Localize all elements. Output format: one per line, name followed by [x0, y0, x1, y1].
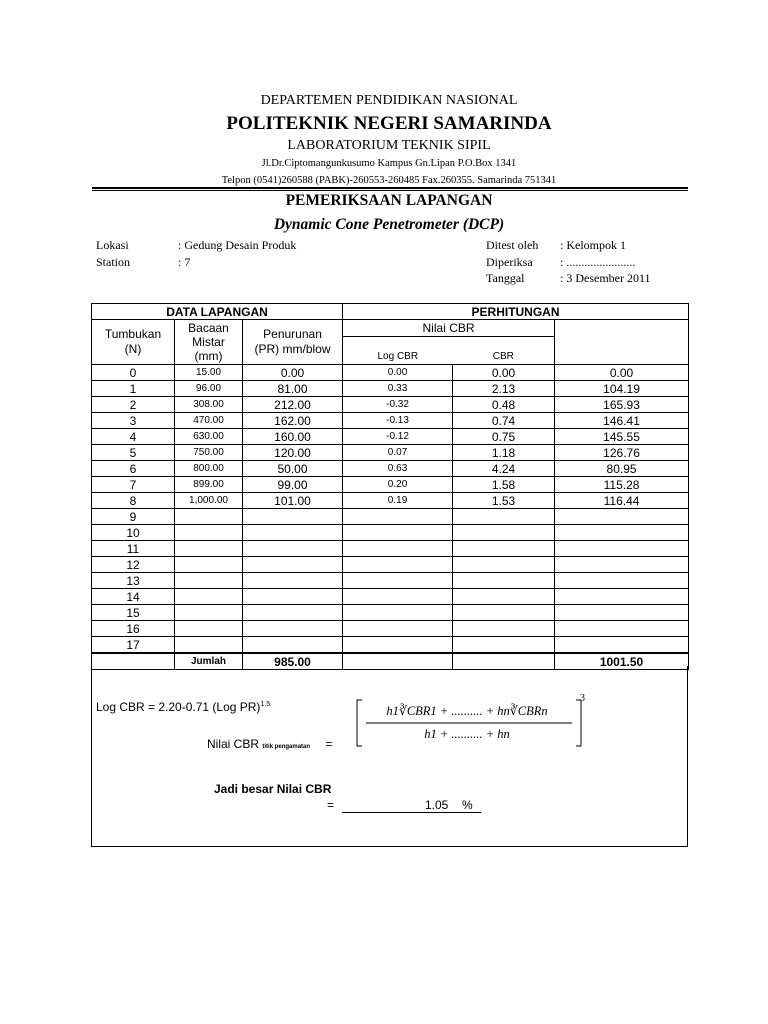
- row-penurunan: [243, 637, 343, 654]
- row-log-cbr: [343, 589, 453, 605]
- row-cbr: [453, 573, 555, 589]
- table-row: [92, 541, 689, 557]
- row-penurunan: 101.00: [243, 493, 343, 509]
- header-divider-thin: [92, 190, 688, 191]
- row-penurunan: [243, 589, 343, 605]
- row-calc: 145.55: [555, 429, 689, 445]
- row-tumbukan: 15: [92, 605, 175, 621]
- row-cbr: [453, 541, 555, 557]
- row-penurunan: [243, 557, 343, 573]
- ditest-value: : Kelompok 1: [560, 238, 626, 252]
- row-bacaan: [175, 605, 243, 621]
- row-tumbukan: 2: [92, 397, 175, 413]
- row-tumbukan: 7: [92, 477, 175, 493]
- row-tumbukan: 6: [92, 461, 175, 477]
- row-cbr: [453, 605, 555, 621]
- row-tumbukan: 16: [92, 621, 175, 637]
- row-cbr: [453, 589, 555, 605]
- table-row: [92, 637, 689, 654]
- log-cbr-formula: [96, 700, 270, 714]
- header-divider: [92, 187, 688, 189]
- table-row: [92, 573, 689, 589]
- row-cbr: 0.48: [453, 397, 555, 413]
- row-penurunan: [243, 621, 343, 637]
- row-calc: [555, 605, 689, 621]
- table-row: [92, 605, 689, 621]
- table-row: [92, 477, 689, 493]
- row-bacaan: [175, 637, 243, 654]
- tumbukan-header: [92, 320, 175, 365]
- row-cbr: 1.58: [453, 477, 555, 493]
- row-log-cbr: 0.33: [343, 381, 453, 397]
- row-calc: [555, 509, 689, 525]
- row-calc: 146.41: [555, 413, 689, 429]
- row-penurunan: [243, 541, 343, 557]
- table-body: [92, 365, 689, 654]
- tumbukan-label: Tumbukan: [104, 327, 162, 341]
- row-log-cbr: 0.07: [343, 445, 453, 461]
- row-tumbukan: 0: [92, 365, 175, 381]
- mistar-label: Mistar: [192, 335, 225, 349]
- cbr-header: CBR: [453, 337, 555, 365]
- table-row: [92, 365, 689, 381]
- row-cbr: 1.18: [453, 445, 555, 461]
- row-tumbukan: 4: [92, 429, 175, 445]
- row-tumbukan: 1: [92, 381, 175, 397]
- row-bacaan: 96.00: [175, 381, 243, 397]
- row-penurunan: 50.00: [243, 461, 343, 477]
- row-bacaan: [175, 509, 243, 525]
- row-log-cbr: -0.32: [343, 397, 453, 413]
- nilai-cbr-label: Nilai CBR: [207, 737, 260, 751]
- formula-numerator: h1∛CBR1 + .......... + hn∛CBRn: [386, 704, 548, 718]
- row-calc: 126.76: [555, 445, 689, 461]
- penurunan-label: Penurunan: [263, 327, 322, 341]
- row-bacaan: [175, 621, 243, 637]
- table-row: [92, 445, 689, 461]
- row-calc: [555, 589, 689, 605]
- row-log-cbr: 0.19: [343, 493, 453, 509]
- result-value: 1.05: [425, 798, 449, 812]
- log-cbr-header: Log CBR: [343, 337, 453, 365]
- result-unit: %: [462, 798, 473, 812]
- row-penurunan: 120.00: [243, 445, 343, 461]
- row-bacaan: 308.00: [175, 397, 243, 413]
- row-cbr: 0.75: [453, 429, 555, 445]
- row-cbr: 0.74: [453, 413, 555, 429]
- row-tumbukan: 14: [92, 589, 175, 605]
- lokasi-value: : Gedung Desain Produk: [178, 238, 297, 252]
- nilai-cbr-subscript: titik pengamatan: [262, 744, 311, 750]
- row-log-cbr: [343, 541, 453, 557]
- row-bacaan: 750.00: [175, 445, 243, 461]
- document-title: PEMERIKSAAN LAPANGAN: [285, 192, 493, 209]
- tanggal-value: : 3 Desember 2011: [560, 271, 651, 285]
- row-penurunan: 99.00: [243, 477, 343, 493]
- table-row: [92, 493, 689, 509]
- dcp-data-table: [91, 303, 689, 670]
- row-bacaan: 899.00: [175, 477, 243, 493]
- row-calc: 165.93: [555, 397, 689, 413]
- row-tumbukan: 10: [92, 525, 175, 541]
- perhitungan-header: PERHITUNGAN: [343, 304, 689, 320]
- bacaan-label: Bacaan: [188, 321, 229, 335]
- row-penurunan: 81.00: [243, 381, 343, 397]
- row-tumbukan: 9: [92, 509, 175, 525]
- jumlah-calc: 1001.50: [555, 653, 689, 670]
- tanggal-label: Tanggal: [486, 271, 525, 285]
- row-calc: [555, 557, 689, 573]
- jumlah-pr: 985.00: [243, 653, 343, 670]
- row-bacaan: [175, 557, 243, 573]
- table-row: [92, 509, 689, 525]
- row-log-cbr: [343, 573, 453, 589]
- row-tumbukan: 17: [92, 637, 175, 654]
- penurunan-header: [243, 320, 343, 365]
- nilai-cbr-formula-label: [207, 737, 332, 751]
- row-log-cbr: 0.00: [343, 365, 453, 381]
- jumlah-label: Jumlah: [175, 653, 243, 670]
- row-tumbukan: 11: [92, 541, 175, 557]
- row-penurunan: 162.00: [243, 413, 343, 429]
- row-tumbukan: 3: [92, 413, 175, 429]
- row-tumbukan: 12: [92, 557, 175, 573]
- station-label: Station: [96, 255, 131, 269]
- jadi-equals: =: [327, 798, 335, 812]
- table-row: [92, 461, 689, 477]
- row-calc: [555, 525, 689, 541]
- table-row: [92, 525, 689, 541]
- row-calc: 115.28: [555, 477, 689, 493]
- bacaan-mistar-header: [175, 320, 243, 365]
- row-penurunan: 160.00: [243, 429, 343, 445]
- row-calc: [555, 637, 689, 654]
- row-bacaan: [175, 573, 243, 589]
- row-log-cbr: [343, 557, 453, 573]
- table-row: [92, 413, 689, 429]
- row-bacaan: 630.00: [175, 429, 243, 445]
- row-log-cbr: [343, 509, 453, 525]
- row-calc: [555, 541, 689, 557]
- row-cbr: 1.53: [453, 493, 555, 509]
- tumbukan-n-label: (N): [124, 342, 142, 356]
- row-bacaan: 470.00: [175, 413, 243, 429]
- row-log-cbr: -0.13: [343, 413, 453, 429]
- nilai-cbr-header: Nilai CBR: [343, 320, 555, 337]
- ditest-label: Ditest oleh: [486, 238, 539, 252]
- phone-line: Telpon (0541)260588 (PABK)-260553-260485 Fax.260355. Samarinda 751341: [221, 175, 557, 186]
- row-calc: [555, 573, 689, 589]
- row-cbr: [453, 637, 555, 654]
- document-subtitle: Dynamic Cone Penetrometer (DCP): [273, 216, 505, 233]
- row-calc: 116.44: [555, 493, 689, 509]
- row-calc: 0.00: [555, 365, 689, 381]
- row-bacaan: [175, 541, 243, 557]
- nilai-cbr-equals: =: [325, 737, 333, 751]
- row-penurunan: [243, 605, 343, 621]
- diperiksa-label: Diperiksa: [486, 255, 533, 269]
- department-name: DEPARTEMEN PENDIDIKAN NASIONAL: [260, 93, 518, 108]
- row-cbr: [453, 509, 555, 525]
- formula-box: [91, 666, 688, 847]
- formula-denominator: h1 + .......... + hn: [424, 727, 510, 741]
- row-cbr: 0.00: [453, 365, 555, 381]
- row-tumbukan: 13: [92, 573, 175, 589]
- row-log-cbr: [343, 605, 453, 621]
- data-lapangan-header: DATA LAPANGAN: [92, 304, 343, 320]
- row-penurunan: 0.00: [243, 365, 343, 381]
- jadi-label: Jadi besar Nilai CBR: [214, 782, 332, 796]
- row-penurunan: [243, 573, 343, 589]
- station-value: : 7: [178, 255, 191, 269]
- mm-label: (mm): [194, 349, 223, 363]
- row-calc: 80.95: [555, 461, 689, 477]
- row-log-cbr: [343, 621, 453, 637]
- table-row: [92, 397, 689, 413]
- row-penurunan: [243, 509, 343, 525]
- row-calc: 104.19: [555, 381, 689, 397]
- table-row: [92, 381, 689, 397]
- diperiksa-value: : .......................: [560, 255, 636, 269]
- pr-unit-label: (PR) mm/blow: [254, 342, 331, 356]
- result-field: [342, 798, 481, 813]
- row-cbr: 2.13: [453, 381, 555, 397]
- lab-name: LABORATORIUM TEKNIK SIPIL: [287, 138, 491, 153]
- row-cbr: 4.24: [453, 461, 555, 477]
- row-calc: [555, 621, 689, 637]
- table-row: [92, 557, 689, 573]
- log-cbr-exponent: 1.5: [260, 701, 271, 708]
- row-bacaan: [175, 589, 243, 605]
- row-tumbukan: 8: [92, 493, 175, 509]
- row-penurunan: [243, 525, 343, 541]
- table-row: [92, 429, 689, 445]
- row-cbr: [453, 621, 555, 637]
- row-cbr: [453, 525, 555, 541]
- formula-power: 3: [580, 693, 585, 704]
- lokasi-label: Lokasi: [96, 238, 129, 252]
- address-line: Jl.Dr.Ciptomangunkusumo Kampus Gn.Lipan P.O.Box 1341: [261, 158, 517, 169]
- row-cbr: [453, 557, 555, 573]
- row-log-cbr: 0.63: [343, 461, 453, 477]
- row-bacaan: [175, 525, 243, 541]
- row-penurunan: 212.00: [243, 397, 343, 413]
- row-log-cbr: [343, 637, 453, 654]
- row-bacaan: 800.00: [175, 461, 243, 477]
- table-row: [92, 621, 689, 637]
- row-tumbukan: 5: [92, 445, 175, 461]
- calc-header-blank: [555, 320, 689, 365]
- row-log-cbr: -0.12: [343, 429, 453, 445]
- row-log-cbr: [343, 525, 453, 541]
- table-row: [92, 589, 689, 605]
- row-log-cbr: 0.20: [343, 477, 453, 493]
- row-bacaan: 1,000.00: [175, 493, 243, 509]
- log-cbr-eq: Log CBR = 2.20-0.71 (Log PR): [96, 700, 261, 714]
- row-bacaan: 15.00: [175, 365, 243, 381]
- institution-name: POLITEKNIK NEGERI SAMARINDA: [226, 113, 552, 134]
